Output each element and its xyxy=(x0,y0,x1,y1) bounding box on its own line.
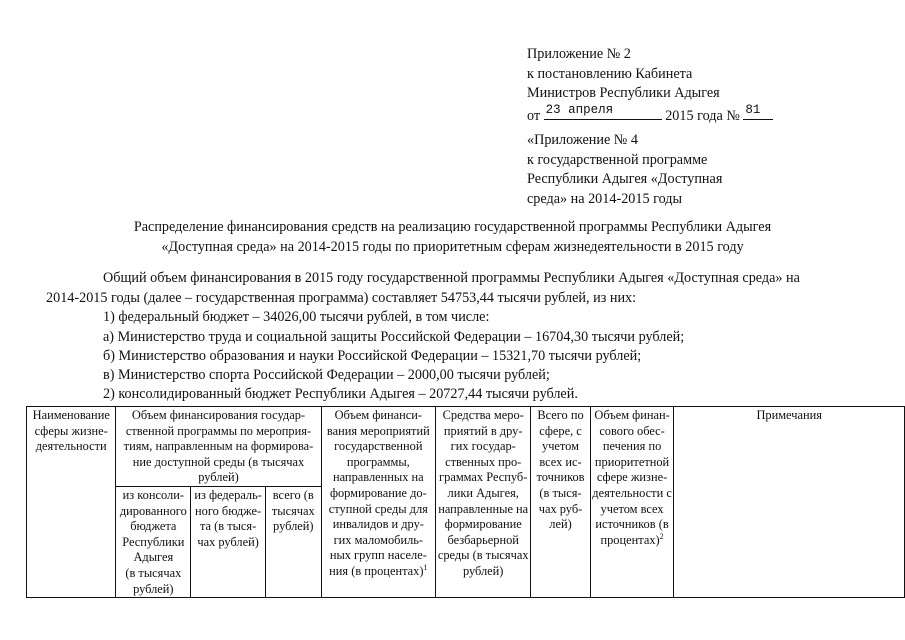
appendix-4-line4: среда» на 2014-2015 годы xyxy=(527,190,683,207)
table-header-row-1 xyxy=(27,407,905,487)
header-consolidated-budget: из консоли- дированного бюджета Республики Адыгея (в тысячах рублей) xyxy=(116,486,191,597)
body-item-b: б) Министерство образования и науки Российской Федерации – 15321,70 тысячи рублей; xyxy=(103,348,642,364)
appendix-4-line3: Республики Адыгея «Доступная xyxy=(527,171,723,187)
body-item-c: в) Министерство спорта Российской Федерации – 2000,00 тысячи рублей; xyxy=(103,367,550,383)
header-other-programs: Средства меро- приятий в дру- гих государ- ственных про- граммах Респуб- лики Адыгея, направленные на формирование безбарьерной среды (в тысячах рублей) xyxy=(436,407,531,598)
header-financing-volume: Объем финансирования государ- ственной программы по мероприя- тиям, направленным на формирова- ние доступной среды (в тысячах рублей) xyxy=(116,407,321,487)
header-notes: Примечания xyxy=(674,407,905,598)
financing-table xyxy=(26,406,905,598)
document-title xyxy=(0,218,905,257)
header-total: всего (в тысячах рублей) xyxy=(266,486,321,597)
appendix-4-line2: к государственной программе xyxy=(527,151,708,168)
body-item-a: а) Министерство труда и социальной защиты Российской Федерации – 16704,30 тысячи рублей; xyxy=(103,329,685,345)
appendix-4-line1: «Приложение № 4 xyxy=(527,132,638,148)
handwritten-date: 23 апреля xyxy=(545,102,614,117)
header-total-by-sphere: Всего по сфере, с учетом всех ис- точников (в тыся- чах руб- лей) xyxy=(531,407,591,598)
header-federal-budget: из федераль- ного бюдже- та (в тыся- чах рублей) xyxy=(191,486,266,597)
appendix-2-line3: Министров Республики Адыгея xyxy=(527,85,720,101)
date-underline xyxy=(544,104,662,120)
appendix-2-block xyxy=(527,45,773,126)
header-sphere: Наименование сферы жизне- деятельности xyxy=(27,407,116,598)
title-line1: Распределение финансирования средств на реализацию государственной программы Республики Адыгея xyxy=(133,219,772,235)
handwritten-number: 81 xyxy=(745,102,761,117)
appendix-2-date-line xyxy=(527,104,773,127)
title-line2: «Доступная среда» на 2014-2015 годы по приоритетным сферам жизнедеятельности в 2015 году xyxy=(161,238,744,255)
body-item-2: 2) консолидированный бюджет Республики Адыгея – 20727,44 тысячи рублей. xyxy=(103,386,578,402)
number-underline xyxy=(743,104,773,120)
year-number-label: 2015 года № xyxy=(665,107,740,124)
appendix-4-block xyxy=(527,131,722,209)
header-share-for-disabled: Объем финанси- вания мероприятий государственной программы, направленных на формирование до- ступной среды для инвалидов и дру- гих маломобиль- ных групп населе- ния (в процентах)$^1$ xyxy=(321,407,436,598)
header-priority-share: Объем финан- сового обес- печения по приоритетной сфере жизне- деятельности с учетом всех источников (в процентах)$^2$ xyxy=(590,407,674,598)
body-p1-line2: 2014-2015 годы (далее – государственная программа) составляет 54753,44 тысячи рублей, из них: xyxy=(46,290,637,306)
body-p1-line1: Общий объем финансирования в 2015 году государственной программы Республики Адыгея «Доступная среда» на xyxy=(103,270,800,286)
appendix-2-line2: к постановлению Кабинета xyxy=(527,65,693,82)
date-prefix: от xyxy=(527,107,541,124)
body-item-1: 1) федеральный бюджет – 34026,00 тысячи рублей, в том числе: xyxy=(103,309,490,325)
appendix-2-line1: Приложение № 2 xyxy=(527,46,631,62)
